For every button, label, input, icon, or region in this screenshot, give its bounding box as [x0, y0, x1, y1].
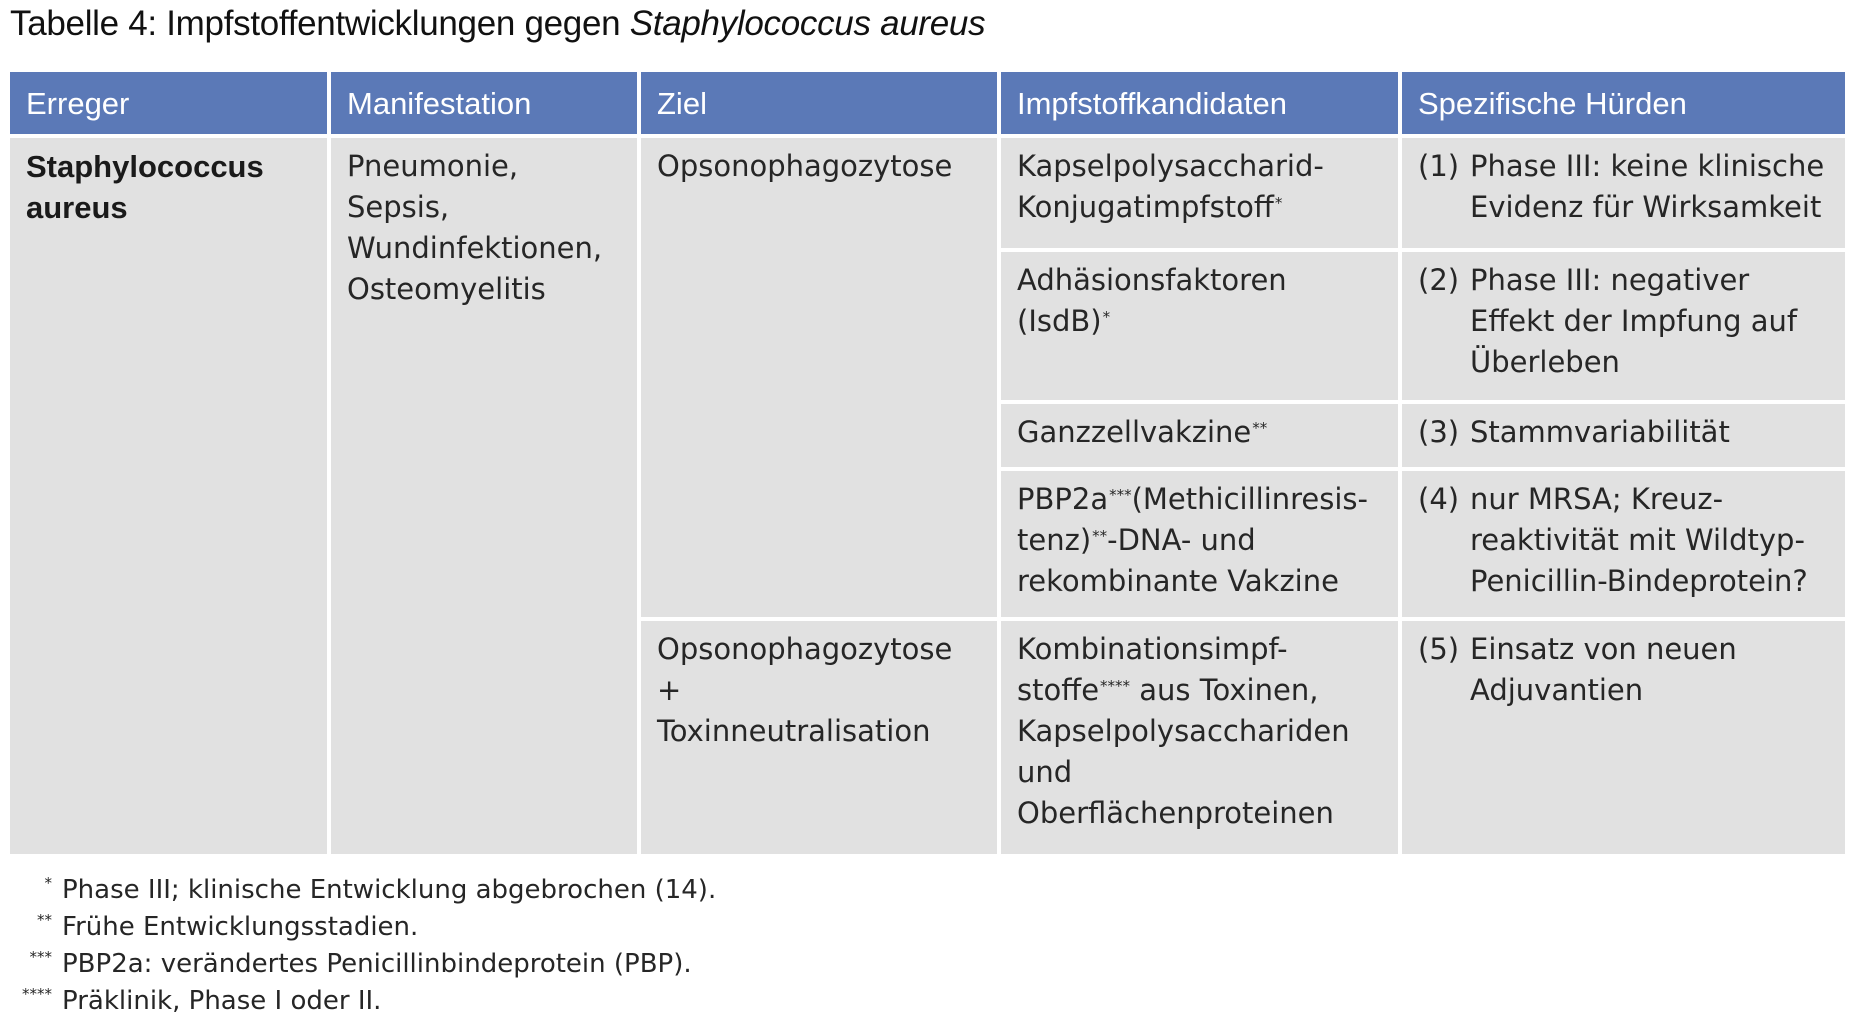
huerde-1-line-1: Phase III: keine klinische: [1470, 149, 1825, 183]
manifestation-line-1: Pneumonie,: [347, 149, 519, 183]
footnote-1: [14, 872, 716, 909]
header-ziel: Ziel: [641, 72, 997, 134]
cell-kandidat-5: [1001, 621, 1398, 854]
cell-huerde-1: [1402, 138, 1845, 248]
table-title: [10, 4, 985, 44]
huerde-2-number: (2): [1418, 263, 1460, 297]
footnote-marker: *: [1102, 308, 1111, 326]
header-spezifische-huerden: Spezifische Hürden: [1402, 72, 1845, 134]
huerde-1-line-2: Evidenz für Wirksamkeit: [1470, 190, 1822, 224]
footnote-2-mark: **: [37, 911, 52, 929]
ziel-1-line-1: Opsonophagozytose: [657, 149, 953, 183]
vaccine-table: [10, 72, 1846, 852]
kandidat-4-c: tenz): [1017, 523, 1092, 557]
kandidat-3-line-1: [1017, 412, 1384, 453]
kandidat-5-line-3: Kapselpolysacchariden: [1017, 714, 1350, 748]
huerde-5-line-2: Adjuvantien: [1470, 673, 1644, 707]
huerde-4-number: (4): [1418, 482, 1460, 516]
cell-ziel-2: [641, 621, 997, 854]
huerde-3-number: (3): [1418, 415, 1460, 449]
footnote-4-text: Präklinik, Phase I oder II.: [62, 986, 382, 1016]
kandidat-5-line-5: Oberflächenproteinen: [1017, 796, 1334, 830]
cell-kandidat-3: [1001, 404, 1398, 467]
kandidat-4-line-2: [1017, 520, 1384, 561]
cell-huerde-3: [1402, 404, 1845, 467]
footnote-4: [14, 983, 716, 1020]
manifestation-line-3: Wundinfektionen,: [347, 231, 603, 265]
footnote-4-mark: ****: [22, 985, 52, 1003]
huerde-2-line-2: Effekt der Impfung auf: [1470, 304, 1798, 338]
huerde-2-line-3: Überleben: [1470, 345, 1620, 379]
footnote-marker: *: [1274, 194, 1283, 212]
cell-kandidat-2: [1001, 252, 1398, 400]
kandidat-4-line-3: rekombinante Vakzine: [1017, 564, 1339, 598]
erreger-line-1: Staphylococcus: [26, 149, 264, 184]
header-manifestation: Manifestation: [331, 72, 637, 134]
huerde-1-number: (1): [1418, 149, 1460, 183]
kandidat-2-line-1: Adhäsionsfaktoren: [1017, 263, 1287, 297]
footnote-3-text: PBP2a: verändertes Penicillinbindeprotein (PBP).: [62, 949, 692, 979]
huerde-2-line-1: Phase III: negativer: [1470, 263, 1750, 297]
kandidat-2-line-2: [1017, 301, 1384, 342]
footnote-2-text: Frühe Entwicklungsstadien.: [62, 912, 419, 942]
huerde-4-line-3: Penicillin-Bindeprotein?: [1470, 564, 1808, 598]
kandidat-2-text: (IsdB): [1017, 304, 1102, 338]
footnote-3: [14, 946, 716, 983]
cell-erreger: [10, 138, 327, 854]
ziel-2-line-2: +: [657, 673, 682, 707]
cell-ziel-1: [641, 138, 997, 617]
manifestation-line-2: Sepsis,: [347, 190, 450, 224]
footnote-marker: **: [1092, 527, 1108, 545]
footnote-marker: ****: [1100, 677, 1131, 695]
kandidat-4-line-1: [1017, 479, 1384, 520]
cell-huerde-2: [1402, 252, 1845, 400]
kandidat-5-line-4: und: [1017, 755, 1073, 789]
footnote-marker: **: [1252, 419, 1268, 437]
huerde-3-line-1: Stammvariabilität: [1470, 415, 1730, 449]
cell-kandidat-4: [1001, 471, 1398, 617]
kandidat-4-b: (Methicillinresis-: [1131, 482, 1368, 516]
erreger-line-2: aureus: [26, 190, 128, 225]
header-impfstoffkandidaten: Impfstoffkandidaten: [1001, 72, 1398, 134]
huerde-4-line-1: nur MRSA; Kreuz-: [1470, 482, 1724, 516]
kandidat-5-line-2: [1017, 670, 1384, 711]
kandidat-5-2a: stoffe: [1017, 673, 1100, 707]
footnote-1-mark: *: [44, 874, 52, 892]
footnotes: [14, 872, 716, 1020]
cell-kandidat-1: [1001, 138, 1398, 248]
footnote-3-mark: ***: [29, 948, 52, 966]
footnote-1-text: Phase III; klinische Entwicklung abgebrochen (14).: [62, 875, 717, 905]
kandidat-3-text: Ganzzellvakzine: [1017, 415, 1252, 449]
title-italic: Staphylococcus aureus: [629, 4, 986, 43]
kandidat-4-a: PBP2a: [1017, 482, 1109, 516]
kandidat-5-line-1: Kombinationsimpf-: [1017, 632, 1288, 666]
kandidat-4-d: -DNA- und: [1107, 523, 1256, 557]
cell-huerde-5: [1402, 621, 1845, 854]
kandidat-5-2b: aus Toxinen,: [1130, 673, 1319, 707]
header-erreger: Erreger: [10, 72, 327, 134]
kandidat-1-text: Konjugatimpfstoff: [1017, 190, 1274, 224]
title-prefix: Tabelle 4: Impfstoffentwicklungen gegen: [10, 4, 630, 43]
huerde-5-number: (5): [1418, 632, 1460, 666]
cell-manifestation: [331, 138, 637, 854]
manifestation-line-4: Osteomyelitis: [347, 272, 546, 306]
cell-huerde-4: [1402, 471, 1845, 617]
huerde-5-line-1: Einsatz von neuen: [1470, 632, 1737, 666]
huerde-4-line-2: reaktivität mit Wildtyp-: [1470, 523, 1805, 557]
ziel-2-line-3: Toxinneutralisation: [657, 714, 931, 748]
ziel-2-line-1: Opsonophagozytose: [657, 632, 953, 666]
footnote-marker: ***: [1109, 486, 1132, 504]
kandidat-1-line-2: [1017, 187, 1384, 228]
footnote-2: [14, 909, 716, 946]
kandidat-1-line-1: Kapselpolysaccharid-: [1017, 149, 1324, 183]
